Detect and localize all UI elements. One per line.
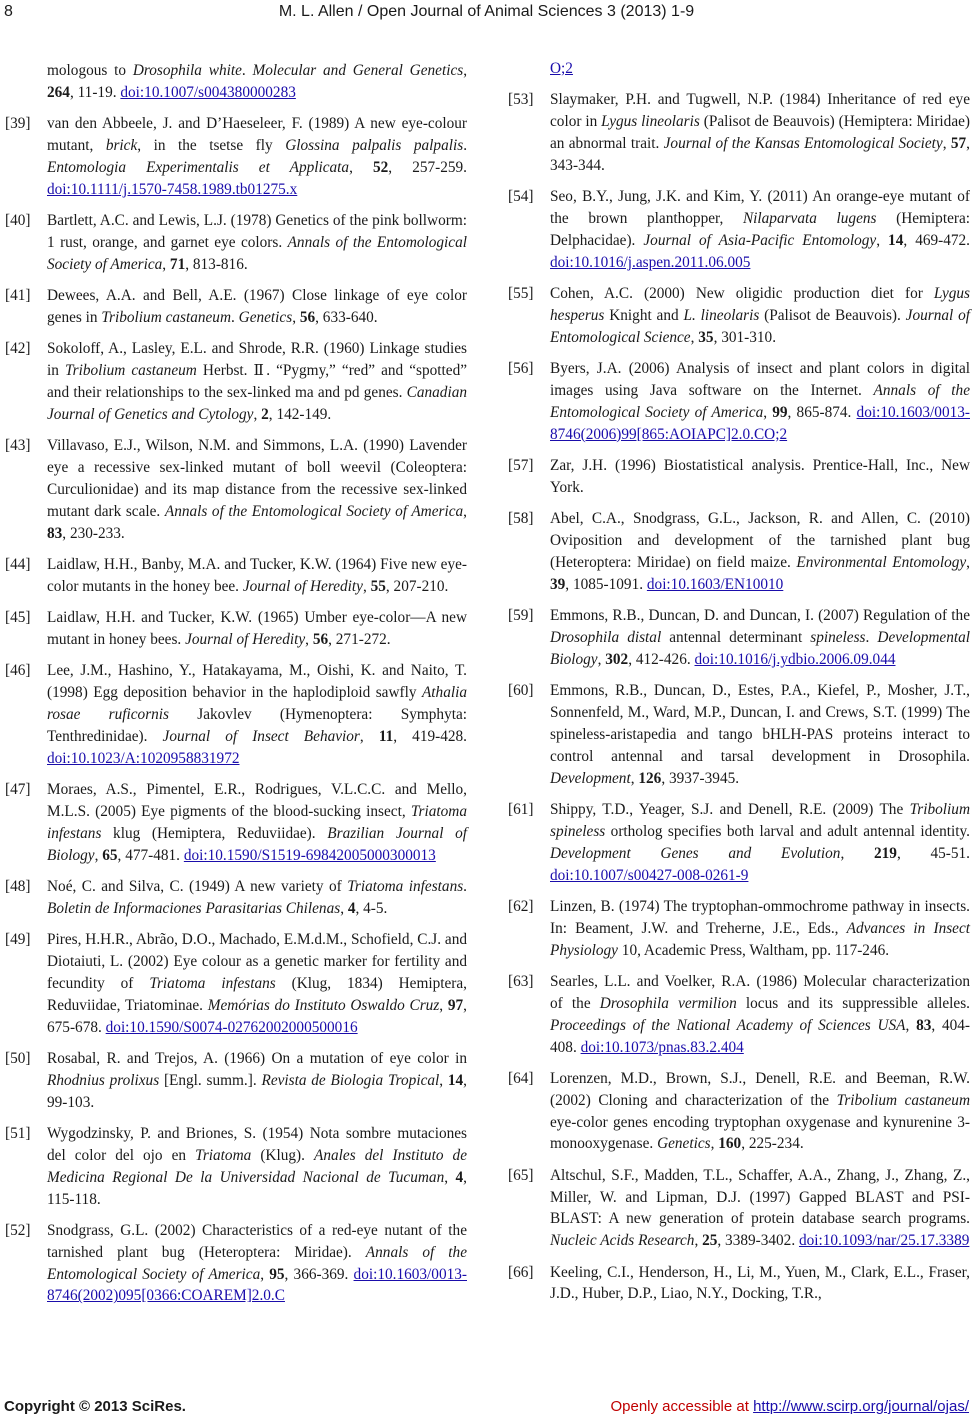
reference-item: [508, 89, 970, 177]
reference-number: [59]: [508, 607, 534, 625]
reference-number: [56]: [508, 360, 534, 378]
journal-url-link[interactable]: http://www.scirp.org/journal/ojas/: [753, 1398, 969, 1415]
reference-number: [44]: [5, 555, 31, 573]
reference-text: Cohen, A.C. (2000) New oligidic production diet for Lygus hesperus Knight and L. lineolaris (Palisot de Beauvois). Journal of Entomological Science, 35, 301-310.: [550, 285, 970, 346]
reference-text: Noé, C. and Silva, C. (1949) A new variety of Triatoma infestans. Boletin de Informaciones Parasitarias Chilenas, 4, 4-5.: [47, 877, 467, 917]
reference-text: Lee, J.M., Hashino, Y., Hatakayama, M., Oishi, K. and Naito, T. (1998) Egg deposition behavior in the haplodiploid sawfly Athalia rosae ruficornis Jakovlev (Hymenoptera: Symphyta: Tenthredinidae). Journal of Insect Behavior, 11, 419-428. doi:10.1023/A:1020958831972: [47, 662, 468, 767]
reference-item: [5, 929, 467, 1039]
reference-item: [508, 680, 970, 790]
reference-item: [508, 58, 970, 80]
reference-number: [57]: [508, 456, 534, 474]
reference-item: [5, 779, 467, 867]
reference-text: [550, 60, 573, 77]
reference-number: [46]: [5, 662, 31, 680]
reference-number: [65]: [508, 1166, 534, 1184]
reference-item: [5, 660, 467, 770]
reference-text: Emmons, R.B., Duncan, D. and Duncan, I. (2007) Regulation of the Drosophila distal antennal determinant spineless. Developmental Biology, 302, 412-426. doi:10.1016/j.ydbio.2006.09.044: [550, 607, 971, 668]
doi-link[interactable]: doi:10.1603/0013-8746(2006)99[865:AOIAPC]2.0.CO;2: [550, 403, 970, 443]
reference-item: [508, 1068, 970, 1156]
open-access-notice: [610, 1398, 969, 1415]
reference-item: [5, 435, 467, 545]
reference-item: [508, 605, 970, 671]
reference-number: [41]: [5, 287, 31, 305]
reference-item: [508, 1165, 970, 1253]
reference-number: [62]: [508, 897, 534, 915]
reference-number: [53]: [508, 91, 534, 109]
reference-item: [508, 971, 970, 1059]
doi-link[interactable]: doi:10.1111/j.1570-7458.1989.tb01275.x: [47, 180, 298, 198]
reference-item: [5, 1123, 467, 1211]
doi-link[interactable]: doi:10.1016/j.aspen.2011.06.005: [550, 253, 751, 271]
reference-number: [54]: [508, 188, 534, 206]
reference-number: [40]: [5, 212, 31, 230]
doi-link[interactable]: doi:10.1023/A:1020958831972: [47, 749, 240, 767]
reference-number: [52]: [5, 1221, 31, 1239]
reference-text: Pires, H.H.R., Abrão, D.O., Machado, E.M.d.M., Schofield, C.J. and Diotaiuti, L. (2002) Eye colour as a genetic marker for fertility and fecundity of Triatoma infestans (Klug, 1834) Hemiptera, Reduviidae, Triatominae. Memórias do Instituto Oswaldo Cruz, 97, 675-678. doi:10.1590/S0074-02762002000500016: [47, 930, 467, 1036]
reference-number: [42]: [5, 340, 31, 358]
reference-item: [5, 876, 467, 920]
reference-text: Sokoloff, A., Lasley, E.L. and Shrode, R.R. (1960) Linkage studies in Tribolium castaneum Herbst. Ⅱ. “Pygmy,” “red” and “spotted” and their relationships to the sex-linked ma and pd genes. Canadian Journal of Genetics and Cytology, 2, 142-149.: [47, 340, 468, 423]
reference-text: Villavaso, E.J., Wilson, N.M. and Simmons, L.A. (1990) Lavender eye a recessive sex-linked mutant of boll weevil (Coleoptera: Curculionidae) and its map distance from the recessive sex-linked mutant dark scale. Annals of the Entomological Society of America, 83, 230-233.: [47, 437, 467, 542]
doi-link[interactable]: doi:10.1603/EN10010: [646, 575, 784, 593]
reference-number: [55]: [508, 285, 534, 303]
reference-number: [50]: [5, 1049, 31, 1067]
reference-text: Linzen, B. (1974) The tryptophan-ommochrome pathway in insects. In: Beament, J.W. and Treherne, J.E., Eds., Advances in Insect Physiology 10, Academic Press, Waltham, pp. 117-246.: [550, 897, 971, 959]
reference-number: [66]: [508, 1263, 534, 1281]
reference-text: Moraes, A.S., Pimentel, E.R., Rodrigues, V.L.C.C. and Mello, M.L.S. (2005) Eye pigments of the blood-sucking insect, Triatoma infestans klug (Hemiptera, Reduviidae). Brazilian Journal of Biology, 65, 477-481. doi:10.1590/S1519-69842005000300013: [47, 780, 467, 864]
reference-item: [508, 455, 970, 499]
doi-link[interactable]: doi:10.1590/S1519-69842005000300013: [183, 846, 436, 864]
reference-text: van den Abbeele, J. and D’Haeseleer, F. (1989) A new eye-colour mutant, brick, in the tsetse fly Glossina palpalis palpalis. Entomologia Experimentalis et Applicata, 52, 257-259. doi:10.1111/j.1570-7458.1989.tb01275.x: [47, 115, 468, 198]
doi-link[interactable]: doi:10.1007/s00427-008-0261-9: [550, 866, 749, 884]
reference-text: Keeling, C.I., Henderson, H., Li, M., Yuen, M., Clark, E.L., Fraser, J.D., Huber, D.P., Liao, N.Y., Docking, T.R.,: [550, 1263, 970, 1303]
reference-item: [5, 554, 467, 598]
reference-item: [5, 338, 467, 426]
reference-number: [51]: [5, 1124, 31, 1142]
reference-item: [508, 358, 970, 446]
reference-number: [64]: [508, 1069, 534, 1087]
open-access-label: Openly accessible at: [610, 1398, 754, 1415]
doi-link[interactable]: doi:10.1603/0013-8746(2002)095[0366:COAREM]2.0.C: [47, 1265, 467, 1305]
running-head: M. L. Allen / Open Journal of Animal Sciences 3 (2013) 1-9: [278, 3, 695, 20]
reference-number: [58]: [508, 510, 534, 528]
reference-item: [5, 60, 467, 104]
reference-item: [5, 1220, 467, 1308]
reference-text: Emmons, R.B., Duncan, D., Estes, P.A., Kiefel, P., Mosher, J.T., Sonnenfeld, M., Ward, M.P., Duncan, I. and Crews, S.T. (1999) The spineless-aristapedia and tango bHLH-PAS proteins interact to control antennal and tarsal development in Drosophila. Development, 126, 3937-3945.: [550, 682, 970, 787]
reference-item: [508, 896, 970, 962]
doi-link[interactable]: doi:10.1073/pnas.83.2.404: [580, 1038, 744, 1056]
reference-text: Slaymaker, P.H. and Tugwell, N.P. (1984) Inheritance of red eye color in Lygus lineolaris (Palisot de Beauvois) (Hemiptera: Miridae) an abnormal trait. Journal of the Kansas Entomological Society, 57, 343-344.: [550, 91, 970, 174]
reference-text: Laidlaw, H.H., Banby, M.A. and Tucker, K.W. (1964) Five new eye-color mutants in the honey bee. Journal of Heredity, 55, 207-210.: [47, 555, 467, 595]
reference-number: [43]: [5, 437, 31, 455]
reference-text: mologous to Drosophila white. Molecular and General Genetics, 264, 11-19. doi:10.1007/s004380000283: [47, 62, 468, 101]
copyright-notice: Copyright © 2013 SciRes.: [4, 1398, 186, 1415]
reference-column-right: [508, 58, 970, 1315]
reference-text: Seo, B.Y., Jung, J.K. and Kim, Y. (2011) An orange-eye mutant of the brown planthopper, Nilaparvata lugens (Hemiptera: Delphacidae). Journal of Asia-Pacific Entomology, 14, 469-472. doi:10.1016/j.aspen.2011.06.005: [550, 188, 970, 271]
reference-number: [49]: [5, 930, 31, 948]
page-number: 8: [4, 3, 13, 20]
reference-item: [5, 1048, 467, 1114]
doi-link[interactable]: O;2: [550, 60, 573, 77]
reference-column-left: [5, 60, 467, 1317]
reference-text: Bartlett, A.C. and Lewis, L.J. (1978) Genetics of the pink bollworm: 1 rust, orange, and garnet eye colors. Annals of the Entomological Society of America, 71, 813-816.: [47, 212, 468, 273]
reference-item: [5, 285, 467, 329]
reference-item: [5, 210, 467, 276]
doi-link[interactable]: doi:10.1016/j.ydbio.2006.09.044: [694, 650, 896, 668]
reference-number: [48]: [5, 877, 31, 895]
doi-link[interactable]: doi:10.1007/s004380000283: [120, 83, 296, 101]
reference-number: [63]: [508, 972, 534, 990]
reference-text: Laidlaw, H.H. and Tucker, K.W. (1965) Umber eye-color—A new mutant in honey bees. Journal of Heredity, 56, 271-272.: [47, 609, 467, 648]
reference-item: [508, 1262, 970, 1306]
reference-item: [508, 508, 970, 596]
reference-number: [39]: [5, 115, 31, 133]
reference-item: [508, 799, 970, 887]
reference-text: Shippy, T.D., Yeager, S.J. and Denell, R.E. (2009) The Tribolium spineless ortholog specifies both larval and adult antennal identity. Development Genes and Evolution, 219, 45-51. doi:10.1007/s00427-008-0261-9: [550, 800, 970, 884]
reference-text: Abel, C.A., Snodgrass, G.L., Jackson, R. and Allen, C. (2010) Oviposition and development of the tarnished plant bug (Heteroptera: Miridae) on field maize. Environmental Entomology, 39, 1085-1091. doi:10.1603/EN10010: [550, 510, 970, 593]
doi-link[interactable]: doi:10.1093/nar/25.17.3389: [798, 1232, 970, 1250]
reference-number: [45]: [5, 609, 31, 627]
reference-text: Altschul, S.F., Madden, T.L., Schaffer, A.A., Zhang, J., Zhang, Z., Miller, W. and Lipman, D.J. (1997) Gapped BLAST and PSI-BLAST: A new generation of protein database search programs. Nucleic Acids Research, 25, 3389-3402. doi:10.1093/nar/25.17.3389: [550, 1166, 970, 1250]
reference-text: Snodgrass, G.L. (2002) Characteristics of a red-eye nutant of the tarnished plant bug (Heteroptera: Miridae). Annals of the Entomological Society of America, 95, 366-369. doi:10.1603/0013-8746(2002)095[0366:COAREM]2.0.C: [47, 1221, 467, 1305]
reference-text: Wygodzinsky, P. and Briones, S. (1954) Nota sombre mutaciones del color del ojo en Triatoma (Klug). Anales del Instituto de Medicina Regional De la Universidad Nacional de Tucuman, 4, 115-118.: [47, 1124, 467, 1208]
reference-item: [508, 283, 970, 349]
reference-text: Zar, J.H. (1996) Biostatistical analysis. Prentice-Hall, Inc., New York.: [550, 456, 970, 496]
reference-item: [5, 113, 467, 201]
reference-text: Rosabal, R. and Trejos, A. (1966) On a mutation of eye color in Rhodnius prolixus [Engl. summ.]. Revista de Biologia Tropical, 14, 99-103.: [47, 1049, 467, 1111]
reference-text: Lorenzen, M.D., Brown, S.J., Denell, R.E. and Beeman, R.W. (2002) Cloning and characterization of the Tribolium castaneum eye-color genes encoding tryptophan oxygenase and kynurenine 3-monooxygenase. Genetics, 160, 225-234.: [550, 1069, 971, 1153]
reference-item: [508, 186, 970, 274]
reference-number: [61]: [508, 800, 534, 818]
reference-text: Dewees, A.A. and Bell, A.E. (1967) Close linkage of eye color genes in Tribolium castaneum. Genetics, 56, 633-640.: [47, 287, 467, 326]
reference-text: Searles, L.L. and Voelker, R.A. (1986) Molecular characterization of the Drosophila vermilion locus and its suppressible alleles. Proceedings of the National Academy of Sciences USA, 83, 404-408. doi:10.1073/pnas.83.2.404: [550, 972, 970, 1056]
reference-item: [5, 607, 467, 651]
reference-text: Byers, J.A. (2006) Analysis of insect and plant colors in digital images using Java software on the Internet. Annals of the Entomological Society of America, 99, 865-874. doi:10.1603/0013-8746(2006)99[865:AOIAPC]2.0.CO;2: [550, 360, 970, 443]
reference-number: [47]: [5, 780, 31, 798]
doi-link[interactable]: doi:10.1590/S0074-02762002000500016: [105, 1018, 358, 1036]
reference-number: [60]: [508, 682, 534, 700]
